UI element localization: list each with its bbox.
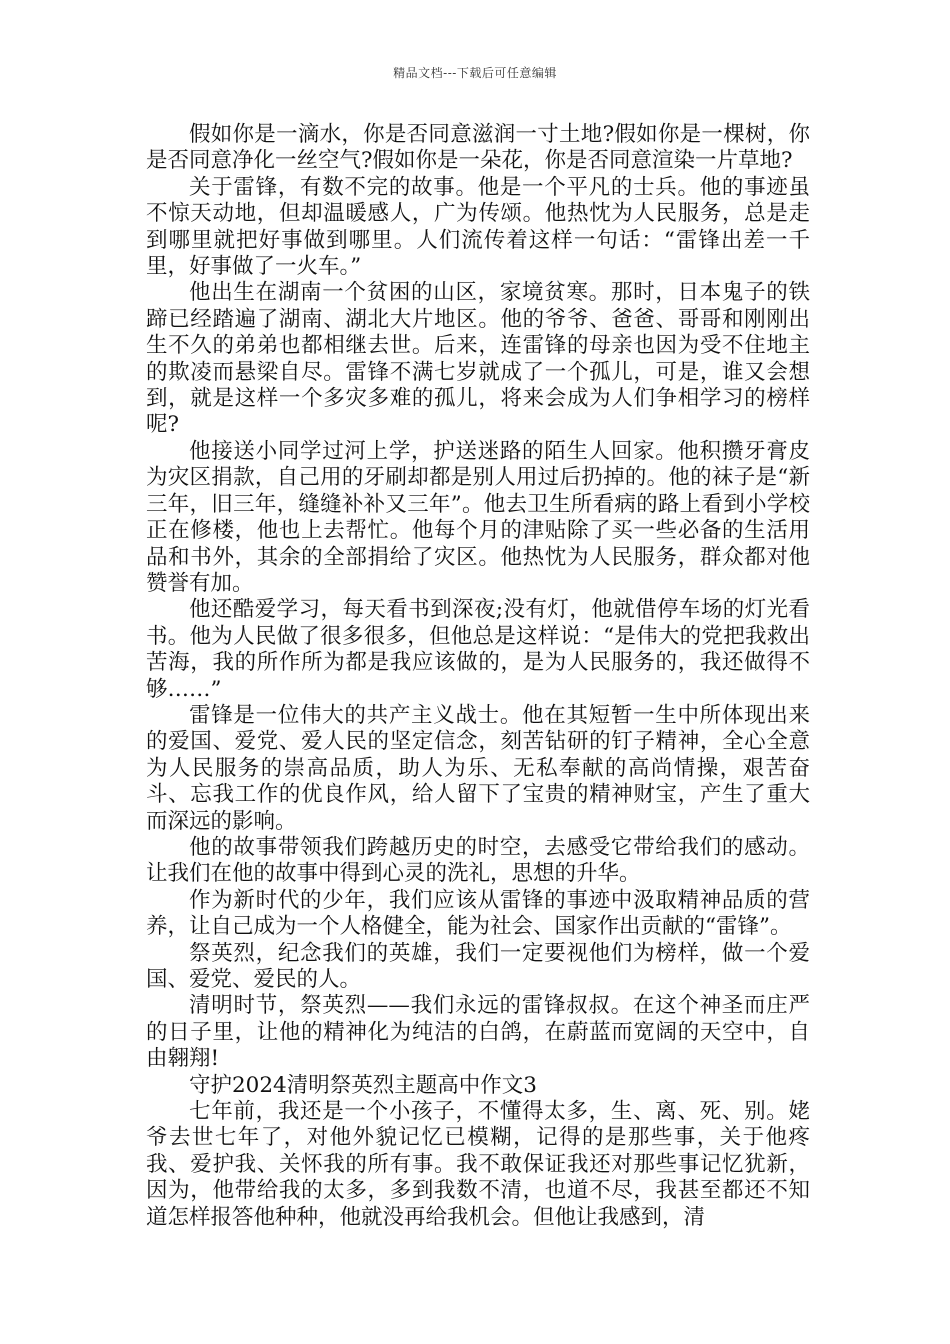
page-header: 精品文档---下载后可任意编辑 — [393, 66, 557, 80]
paragraph: 雷锋是一位伟大的共产主义战士。他在其短暂一生中所体现出来的爱国、爱党、爱人民的坚定信念，刻苦钻研的钉子精神，全心全意为人民服务的崇高品质，助人为乐、无私奉献的高尚情操，艰苦奋斗、忘我工作的优良作风，给人留下了宝贵的精神财宝，产生了重大而深远的影响。 — [146, 702, 810, 834]
paragraph: 七年前，我还是一个小孩子，不懂得太多，生、离、死、别。姥爷去世七年了，对他外貌记忆已模糊，记得的是那些事，关于他疼我、爱护我、关怀我的所有事。我不敢保证我还对那些事记忆犹新，因为，他带给我的太多，多到我数不清，也道不尽，我甚至都还不知道怎样报答他种种，他就没再给我机会。但他让我感到，清 — [146, 1099, 810, 1230]
paragraph: 祭英烈，纪念我们的英雄，我们一定要视他们为榜样，做一个爱国、爱党、爱民的人。 — [146, 940, 810, 992]
paragraph: 清明时节，祭英烈——我们永远的雷锋叔叔。在这个神圣而庄严的日子里，让他的精神化为纯洁的白鸽，在蔚蓝而宽阔的天空中，自由翱翔! — [146, 993, 810, 1072]
paragraph: 作为新时代的少年，我们应该从雷锋的事迹中汲取精神品质的营养，让自己成为一个人格健全，能为社会、国家作出贡献的“雷锋”。 — [146, 887, 810, 940]
document-body — [146, 122, 810, 1231]
paragraph: 他出生在湖南一个贫困的山区，家境贫寒。那时，日本鬼子的铁蹄已经踏遍了湖南、湖北大片地区。他的爷爷、爸爸、哥哥和刚刚出生不久的弟弟也都相继去世。后来，连雷锋的母亲也因为受不住地主的欺凌而悬梁自尽。雷锋不满七岁就成了一个孤儿，可是，谁又会想到，就是这样一个多灾多难的孤儿，将来会成为人们争相学习的榜样呢? — [146, 280, 810, 438]
paragraph: 关于雷锋，有数不完的故事。他是一个平凡的士兵。他的事迹虽不惊天动地，但却温暖感人，广为传颂。他热忱为人民服务，总是走到哪里就把好事做到哪里。人们流传着这样一句话：“雷锋出差一千里，好事做了一火车。” — [146, 174, 810, 280]
paragraph: 他还酷爱学习，每天看书到深夜;没有灯，他就借停车场的灯光看书。他为人民做了很多很多，但他总是这样说：“是伟大的党把我救出苦海，我的所作所为都是我应该做的，是为人民服务的，我还做得不够……” — [146, 597, 810, 702]
paragraph: 他的故事带领我们跨越历史的时空，去感受它带给我们的感动。让我们在他的故事中得到心灵的洗礼，思想的升华。 — [146, 834, 810, 887]
paragraph: 他接送小同学过河上学，护送迷路的陌生人回家。他积攒牙膏皮为灾区捐款，自己用的牙刷却都是别人用过后扔掉的。他的袜子是“新三年，旧三年，缝缝补补又三年”。他去卫生所看病的路上看到小学校正在修楼，他也上去帮忙。他每个月的津贴除了买一些必备的生活用品和书外，其余的全部捐给了灾区。他热忱为人民服务，群众都对他赞誉有加。 — [146, 438, 810, 596]
paragraph: 假如你是一滴水，你是否同意滋润一寸土地?假如你是一棵树，你是否同意净化一丝空气?假如你是一朵花，你是否同意渲染一片草地? — [146, 122, 810, 174]
section-title: 守护2024清明祭英烈主题高中作文3 — [189, 1072, 537, 1098]
